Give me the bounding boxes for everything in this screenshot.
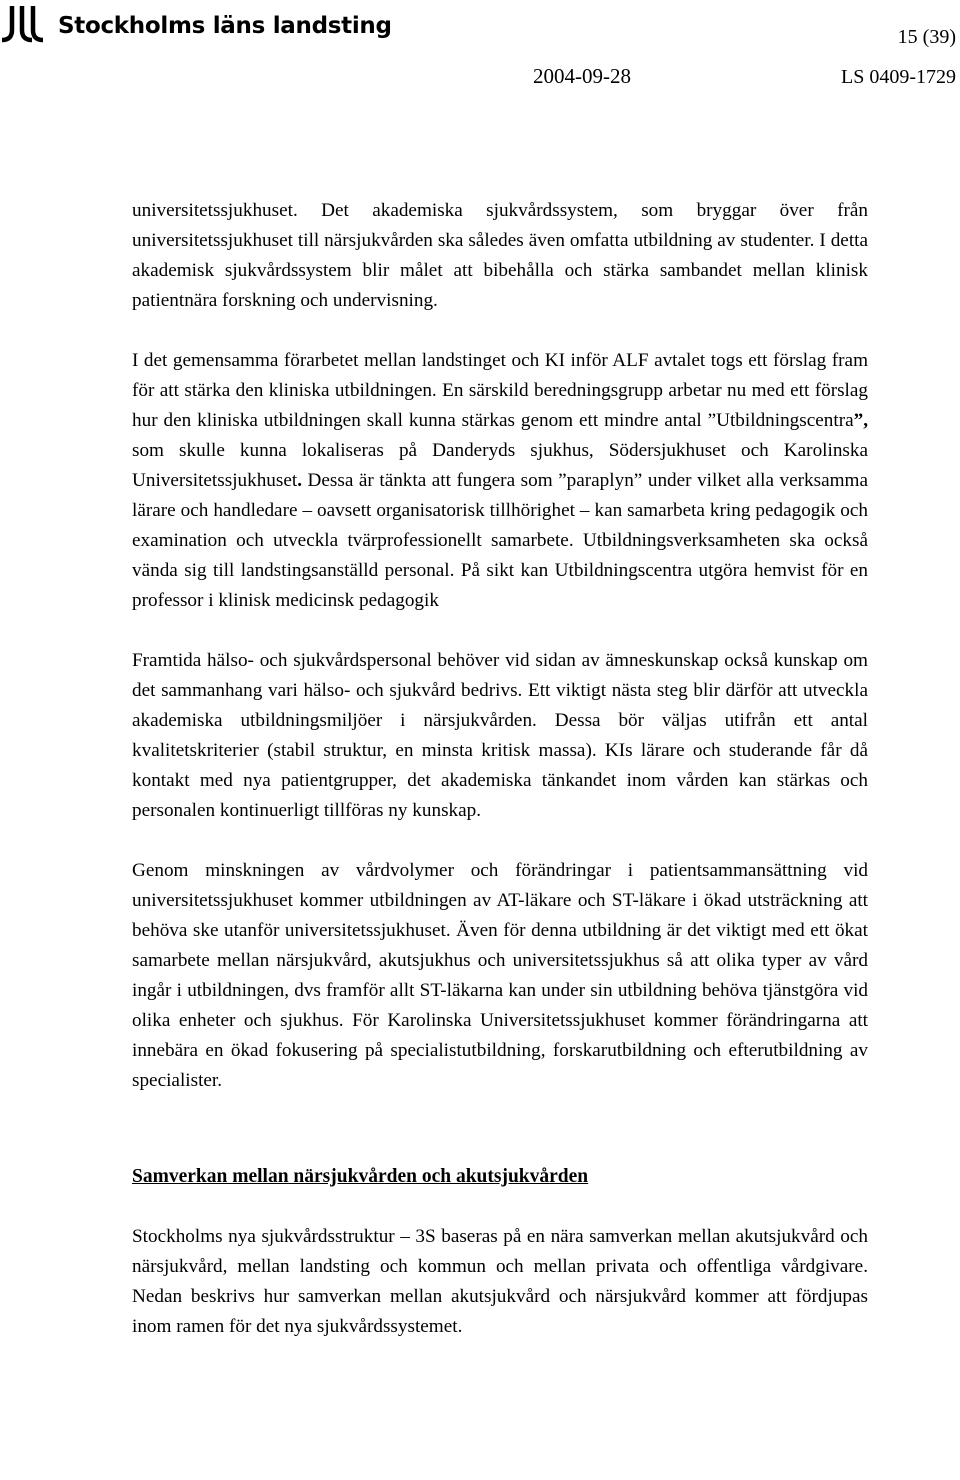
paragraph-2-quote-close: ”,	[853, 410, 868, 431]
paragraph-1: universitetssjukhuset. Det akademiska sjukvårdssystem, som bryggar över från universitetssjukhuset till närsjukvården ska således även omfatta utbildning av studenter. I detta akademisk sjukvårdssystem blir målet att bibehålla och stärka sambandet mellan klinisk patientnära forskning och undervisning.	[132, 200, 868, 311]
paragraph-3: Framtida hälso- och sjukvårdspersonal behöver vid sidan av ämneskunskap också kunskap om det sammanhang vari hälso- och sjukvård bedrivs. Ett viktigt nästa steg blir därför att utveckla akademiska utbildningsmiljöer i närsjukvården. Dessa bör väljas utifrån ett antal kvalitetskriterier (stabil struktur, en minsta kritisk massa). KIs lärare och studerande får då kontakt med nya patientgrupper, det akademiska tänkandet inom vården kan stärkas och personalen kontinuerligt tillföras ny kunskap.	[132, 650, 868, 821]
sll-logo-icon	[0, 6, 50, 46]
paragraph-2-period: .	[297, 470, 303, 491]
header-logo	[0, 6, 392, 46]
org-name: Stockholms läns landsting	[58, 13, 392, 39]
paragraph-2-part-c: som skulle kunna lokaliseras på Danderyds sjukhus, Södersjukhuset och Karolinska Universitetssjukhuset	[132, 440, 868, 491]
page-number: 15 (39)	[897, 26, 956, 48]
document-reference: LS 0409-1729	[841, 66, 956, 88]
paragraph-2-part-e: Dessa är tänkta att fungera som ”paraplyn” under vilket alla verksamma lärare och handledare – oavsett organisatorisk tillhörighet – kan samarbeta kring pedagogik och examination och utveckla tvärprofessionellt samarbete. Utbildningsverksamheten ska också vända sig till landstingsanställd personal. På sikt kan Utbildningscentra utgöra hemvist för en professor i klinisk medicinsk pedagogik	[132, 470, 868, 611]
paragraph-2-part-a: I det gemensamma förarbetet mellan landstinget och KI inför ALF avtalet togs ett förslag fram för att stärka den kliniska utbildningen. En särskild beredningsgrupp arbetar nu med ett förslag hur den kliniska utbildningen skall kunna stärkas genom ett mindre antal ”Utbildningscentra	[132, 350, 868, 431]
section-heading: Samverkan mellan närsjukvården och akutsjukvården	[132, 1166, 589, 1187]
paragraph-2	[132, 346, 868, 616]
document-date: 2004-09-28	[533, 64, 631, 88]
paragraph-5: Stockholms nya sjukvårdsstruktur – 3S baseras på en nära samverkan mellan akutsjukvård och närsjukvård, mellan landsting och kommun och mellan privata och offentliga vårdgivare. Nedan beskrivs hur samverkan mellan akutsjukvård och närsjukvård kommer att fördjupas inom ramen för det nya sjukvårdssystemet.	[132, 1226, 868, 1337]
document-body	[132, 196, 868, 1342]
paragraph-4: Genom minskningen av vårdvolymer och förändringar i patientsammansättning vid universitetssjukhuset kommer utbildningen av AT-läkare och ST-läkare i ökad utsträckning att behöva ske utanför universitetssjukhuset. Även för denna utbildning är det viktigt med ett ökat samarbete mellan närsjukvård, akutsjukhus och universitetssjukhus så att olika typer av vård ingår i utbildningen, dvs framför allt ST-läkarna kan under sin utbildning behöva tjänstgöra vid olika enheter och sjukhus. För Karolinska Universitetssjukhuset kommer förändringarna att innebära en ökad fokusering på specialistutbildning, forskarutbildning och efterutbildning av specialister.	[132, 860, 868, 1091]
